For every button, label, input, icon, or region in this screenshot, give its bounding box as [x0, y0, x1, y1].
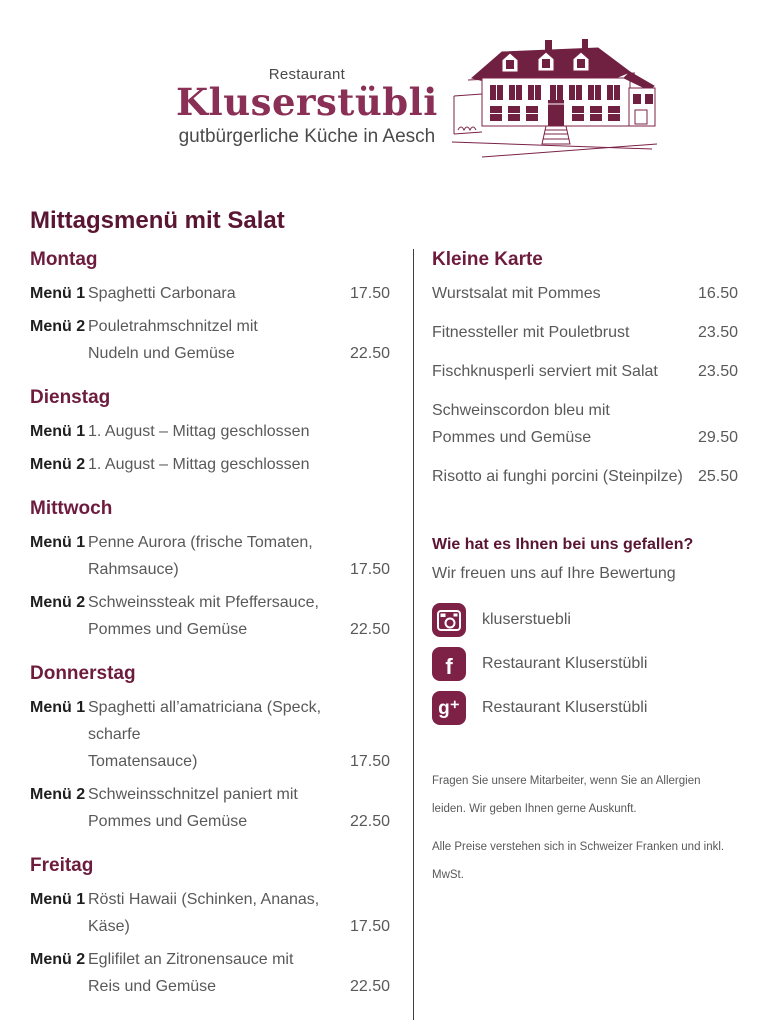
kleine-karte-column	[413, 249, 738, 1020]
day-items	[30, 886, 390, 1000]
menu-item-row	[30, 451, 390, 478]
menu-item-text	[88, 451, 382, 478]
menu-item-row	[30, 313, 390, 367]
day-section	[30, 855, 390, 1000]
facebook-icon: f	[432, 647, 466, 681]
feedback-subheading: Wir freuen uns auf Ihre Bewertung	[432, 565, 676, 582]
menu-item-text-line: Reis und Gemüse	[88, 978, 217, 995]
menu-item-row	[30, 418, 390, 445]
allergy-note: Fragen Sie unsere Mitarbeiter, wenn Sie an Allergien leiden. Wir geben Ihnen gerne Auskunft.	[432, 775, 701, 815]
logo-restaurant-label: Restaurant	[268, 66, 346, 83]
karte-item-row	[432, 358, 738, 385]
day-heading: Mittwoch	[30, 498, 113, 519]
instagram-icon	[432, 603, 466, 637]
menu-item-text	[88, 781, 342, 835]
menu-item-text-line: Eglifilet an Zitronensauce mit	[88, 951, 294, 968]
logo	[176, 66, 438, 148]
karte-item-row	[432, 397, 738, 451]
menu-item-price: 22.50	[349, 621, 390, 638]
karte-item-text	[432, 397, 690, 451]
menu-item-text-line: Nudeln und Gemüse	[88, 345, 235, 362]
menu-item-price: 17.50	[349, 285, 390, 302]
menu-item-price: 17.50	[349, 918, 390, 935]
day-items	[30, 694, 390, 835]
menu-item-price: 22.50	[349, 813, 390, 830]
menu-item-text-line: Schweinssteak mit Pfeffersauce,	[88, 594, 319, 611]
menu-item-text	[88, 694, 342, 775]
day-section	[30, 498, 390, 643]
day-heading: Donnerstag	[30, 663, 136, 684]
menu-item-price: 17.50	[349, 561, 390, 578]
day-heading: Montag	[30, 249, 98, 270]
social-row-facebook	[432, 647, 738, 681]
karte-item-text-line: Wurstsalat mit Pommes	[432, 285, 601, 302]
menu-item-price: 17.50	[349, 753, 390, 770]
karte-item-text	[432, 463, 690, 490]
social-row-googleplus	[432, 691, 738, 725]
menu-item-text-line: Pommes und Gemüse	[88, 813, 248, 830]
menu-number-label: Menü 2	[30, 318, 86, 335]
menu-number-label: Menü 1	[30, 285, 86, 302]
day-heading: Dienstag	[30, 387, 111, 408]
menu-item-text-line: Spaghetti Carbonara	[88, 285, 236, 302]
footnotes	[432, 767, 734, 889]
karte-item-price: 23.50	[697, 363, 738, 380]
page-title: Mittagsmenü mit Salat	[30, 207, 285, 234]
days-list	[30, 249, 390, 1000]
logo-name: Kluserstübli	[176, 80, 438, 124]
price-note: Alle Preise verstehen sich in Schweizer Franken und inkl. MwSt.	[432, 841, 725, 881]
menu-item-text	[88, 418, 382, 445]
menu-number-label: Menü 1	[30, 699, 86, 716]
day-heading: Freitag	[30, 855, 94, 876]
kleine-karte-heading: Kleine Karte	[432, 249, 543, 270]
feedback-section	[432, 536, 738, 725]
menu-item-text-line: Rahmsauce)	[88, 561, 179, 578]
building-sketch-illustration	[452, 38, 657, 163]
menu-columns	[30, 249, 738, 1020]
karte-item-text	[432, 358, 690, 385]
menu-item-text-line: Schweinsschnitzel paniert mit	[88, 786, 298, 803]
karte-item-text-line: Risotto ai funghi porcini (Steinpilze)	[432, 468, 683, 485]
karte-item-price: 23.50	[697, 324, 738, 341]
menu-item-text-line: Spaghetti all’amatriciana (Speck, scharfe	[88, 699, 322, 743]
weekly-menu-column	[30, 249, 413, 1020]
karte-item-text-line: Fitnessteller mit Pouletbrust	[432, 324, 630, 341]
menu-item-text	[88, 886, 342, 940]
karte-item-text-line: Schweinscordon bleu mit	[432, 402, 610, 419]
day-items	[30, 418, 390, 478]
menu-item-text-line: Tomatensauce)	[88, 753, 198, 770]
karte-item-text	[432, 319, 690, 346]
menu-item-row	[30, 694, 390, 775]
karte-item-price: 16.50	[697, 285, 738, 302]
menu-item-text-line: 1. August – Mittag geschlossen	[88, 456, 310, 473]
menu-item-text-line: 1. August – Mittag geschlossen	[88, 423, 310, 440]
menu-item-text-line: Pommes und Gemüse	[88, 621, 248, 638]
menu-number-label: Menü 1	[30, 891, 86, 908]
karte-list	[432, 280, 738, 490]
karte-item-price: 25.50	[697, 468, 738, 485]
day-items	[30, 280, 390, 367]
header	[176, 0, 738, 163]
karte-item-row	[432, 463, 738, 490]
karte-item-text-line: Pommes und Gemüse	[432, 429, 592, 446]
menu-item-row	[30, 589, 390, 643]
menu-item-text-line: Pouletrahmschnitzel mit	[88, 318, 258, 335]
karte-item-row	[432, 319, 738, 346]
social-label: Restaurant Kluserstübli	[482, 699, 648, 716]
menu-item-price: 22.50	[349, 345, 390, 362]
menu-number-label: Menü 2	[30, 594, 86, 611]
karte-item-text	[432, 280, 690, 307]
menu-number-label: Menü 2	[30, 786, 86, 803]
menu-item-text	[88, 280, 342, 307]
menu-number-label: Menü 2	[30, 456, 86, 473]
menu-item-text	[88, 529, 342, 583]
social-row-instagram	[432, 603, 738, 637]
menu-item-text-line: Penne Aurora (frische Tomaten,	[88, 534, 313, 551]
menu-number-label: Menü 1	[30, 423, 86, 440]
day-section	[30, 249, 390, 367]
menu-item-price: 22.50	[349, 978, 390, 995]
karte-item-price: 29.50	[697, 429, 738, 446]
karte-item-row	[432, 280, 738, 307]
menu-item-row	[30, 529, 390, 583]
social-label: kluserstuebli	[482, 611, 571, 628]
logo-tagline: gutbürgerliche Küche in Aesch	[178, 125, 436, 147]
menu-item-row	[30, 280, 390, 307]
day-section	[30, 663, 390, 835]
day-items	[30, 529, 390, 643]
menu-item-text	[88, 589, 342, 643]
menu-number-label: Menü 2	[30, 951, 86, 968]
menu-number-label: Menü 1	[30, 534, 86, 551]
day-section	[30, 387, 390, 478]
menu-item-row	[30, 886, 390, 940]
social-label: Restaurant Kluserstübli	[482, 655, 648, 672]
menu-item-row	[30, 946, 390, 1000]
menu-item-row	[30, 781, 390, 835]
feedback-heading: Wie hat es Ihnen bei uns gefallen?	[432, 536, 694, 553]
menu-item-text	[88, 313, 342, 367]
menu-item-text-line: Rösti Hawaii (Schinken, Ananas, Käse)	[88, 891, 320, 935]
menu-item-text	[88, 946, 342, 1000]
karte-item-text-line: Fischknusperli serviert mit Salat	[432, 363, 658, 380]
googleplus-icon: g⁺	[432, 691, 466, 725]
